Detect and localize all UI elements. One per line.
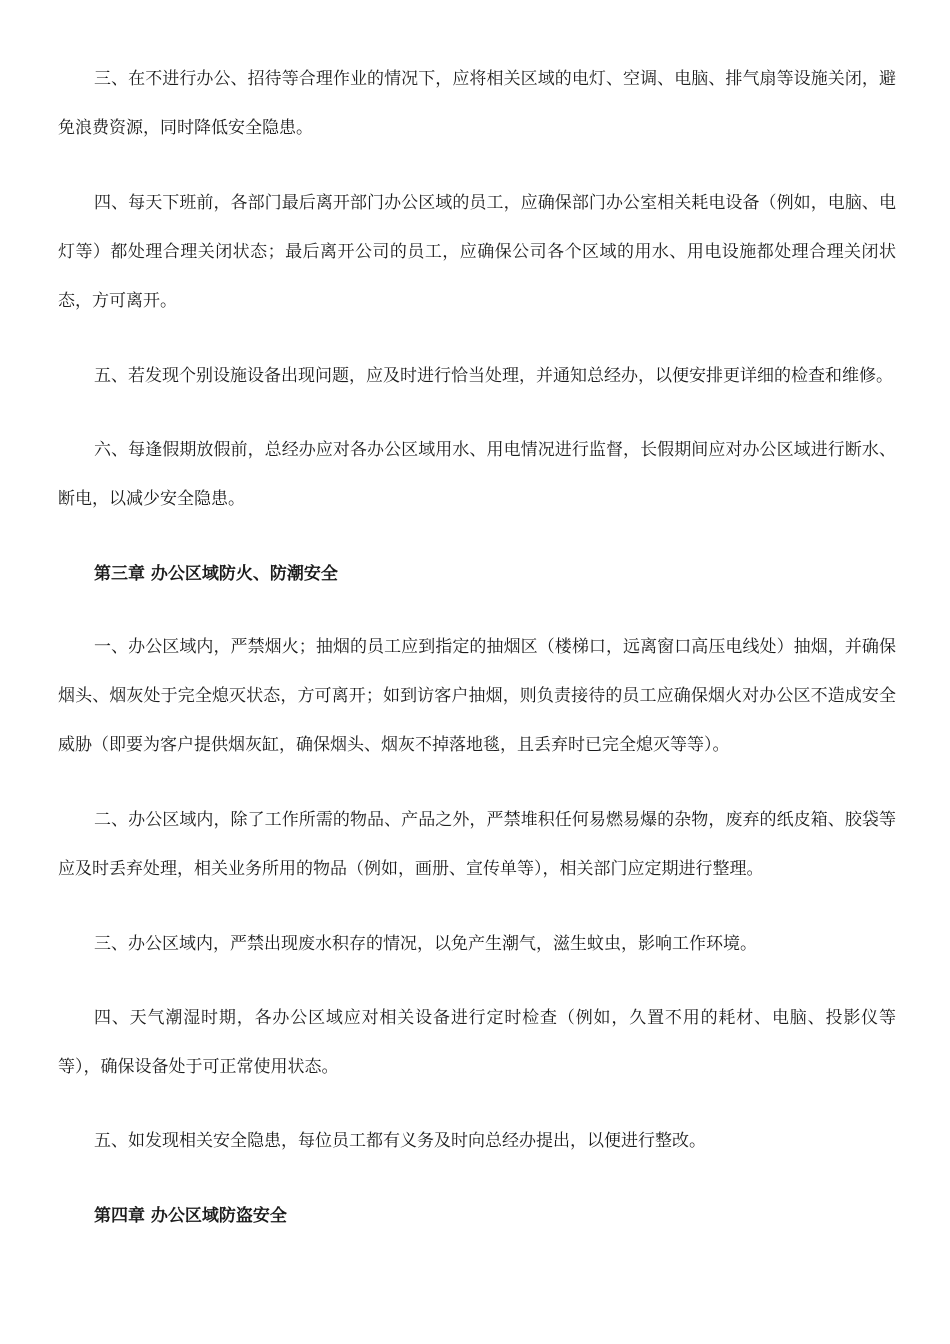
paragraph-ch2-item6: 六、每逢假期放假前，总经办应对各办公区域用水、用电情况进行监督，长假期间应对办公区域进行断水、断电，以减少安全隐患。 xyxy=(58,440,896,509)
paragraph-ch3-item5: 五、如发现相关安全隐患，每位员工都有义务及时向总经办提出，以便进行整改。 xyxy=(94,1131,706,1151)
paragraph-ch2-item4: 四、每天下班前，各部门最后离开部门办公区域的员工，应确保部门办公室相关耗电设备（例如，电脑、电灯等）都处理合理关闭状态；最后离开公司的员工，应确保公司各个区域的用水、用电设施都处理合理关闭状态，方可离开。 xyxy=(58,193,896,311)
paragraph-ch3-item1: 一、办公区域内，严禁烟火；抽烟的员工应到指定的抽烟区（楼梯口，远离窗口高压电线处）抽烟，并确保烟头、烟灰处于完全熄灭状态，方可离开；如到访客户抽烟，则负责接待的员工应确保烟火对办公区不造成安全威胁（即要为客户提供烟灰缸，确保烟头、烟灰不掉落地毯，且丢弃时已完全熄灭等等）。 xyxy=(58,637,896,755)
paragraph-ch2-item5: 五、若发现个别设施设备出现问题，应及时进行恰当处理，并通知总经办，以便安排更详细的检查和维修。 xyxy=(94,366,893,386)
paragraph-ch3-item3: 三、办公区域内，严禁出现废水积存的情况，以免产生潮气，滋生蚊虫，影响工作环境。 xyxy=(94,934,757,954)
paragraph-ch3-item4: 四、天气潮湿时期，各办公区域应对相关设备进行定时检查（例如，久置不用的耗材、电脑、投影仪等等），确保设备处于可正常使用状态。 xyxy=(58,1008,896,1077)
chapter-4-heading: 第四章 办公区域防盗安全 xyxy=(94,1206,287,1226)
chapter-3-heading: 第三章 办公区域防火、防潮安全 xyxy=(94,564,338,584)
paragraph-ch3-item2: 二、办公区域内，除了工作所需的物品、产品之外，严禁堆积任何易燃易爆的杂物，废弃的纸皮箱、胶袋等应及时丢弃处理，相关业务所用的物品（例如，画册、宣传单等），相关部门应定期进行整理。 xyxy=(58,810,896,879)
paragraph-ch2-item3: 三、在不进行办公、招待等合理作业的情况下，应将相关区域的电灯、空调、电脑、排气扇等设施关闭，避免浪费资源，同时降低安全隐患。 xyxy=(58,69,896,138)
